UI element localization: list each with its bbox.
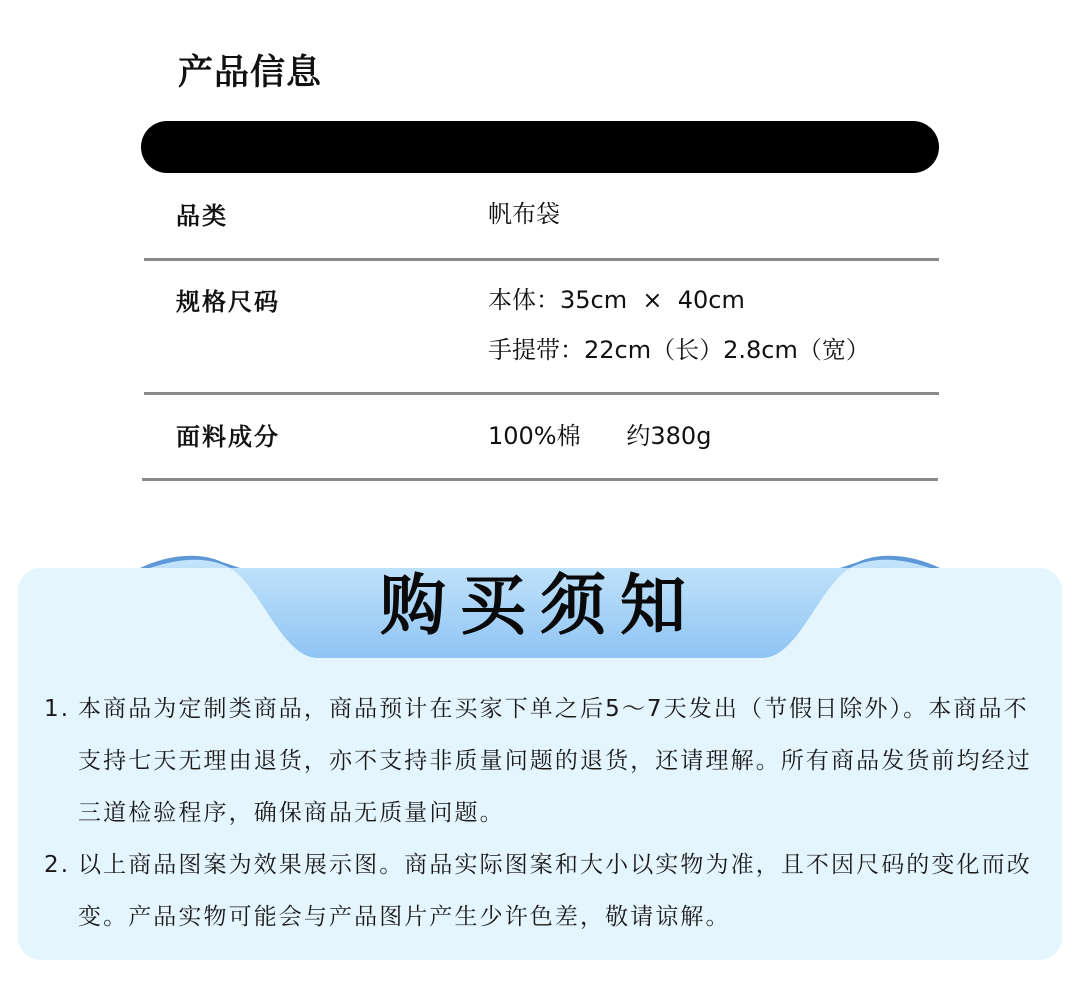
- header-bar: [141, 121, 939, 173]
- category-value: 帆布袋: [488, 200, 560, 228]
- size-label: 规格尺码: [176, 288, 280, 316]
- notice-item-text: 本商品为定制类商品，商品预计在买家下单之后5～7天发出（节假日除外）。本商品不支持七天无理由退货，亦不支持非质量问题的退货，还请理解。所有商品发货前均经过三道检验程序，确保商品无质量问题。: [78, 696, 1032, 826]
- row-divider: [144, 258, 939, 261]
- row-divider: [144, 392, 939, 395]
- category-label: 品类: [176, 202, 228, 230]
- notice-item: [44, 839, 1044, 943]
- notice-item-text: 以上商品图案为效果展示图。商品实际图案和大小以实物为准，且不因尺码的变化而改变。产品实物可能会与产品图片产生少许色差，敬请谅解。: [78, 852, 1032, 930]
- material-value: 100%棉 约380g: [488, 422, 712, 450]
- notice-list: [44, 683, 1044, 943]
- row-divider: [142, 478, 938, 481]
- notice-item: [44, 683, 1044, 839]
- section-title: 产品信息: [178, 53, 323, 93]
- size-handle-value: 手提带：22cm（长）2.8cm（宽）: [488, 336, 870, 364]
- notice-item-number: 2.: [44, 852, 71, 878]
- size-body-value: 本体：35cm × 40cm: [488, 286, 745, 314]
- notice-title: 购买须知: [380, 567, 700, 644]
- notice-item-number: 1.: [44, 696, 71, 722]
- material-label: 面料成分: [176, 423, 280, 451]
